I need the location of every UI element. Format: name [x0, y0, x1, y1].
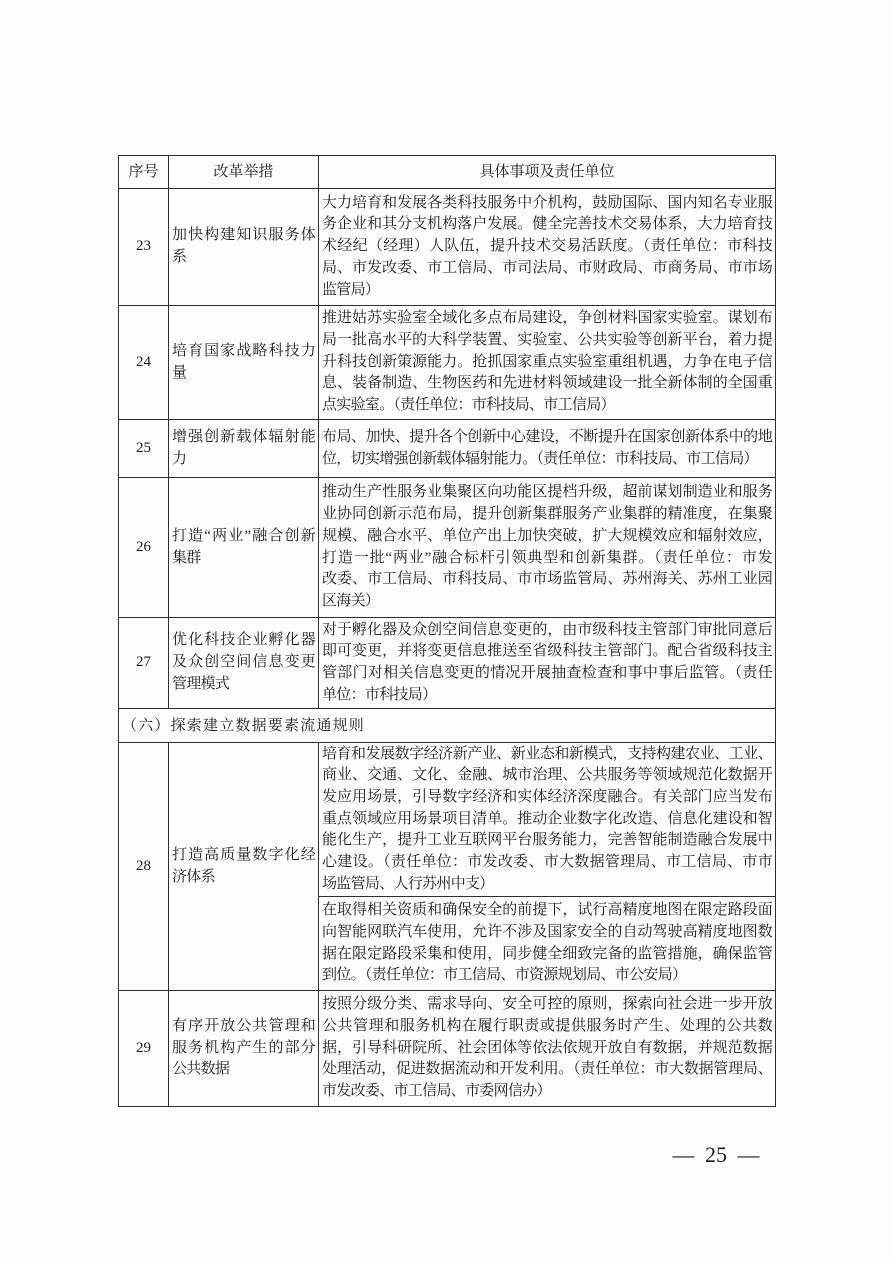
detail-line: 即可变更，并将变更信息推送至省级科技主管部门。配合省级科技主	[322, 643, 772, 660]
details-cell	[319, 420, 776, 478]
row-number: 28	[119, 743, 169, 991]
detail-line: 重点领域应用场景项目清单。推动企业数字化改造、信息化建设和智	[322, 810, 772, 827]
detail-line: 发应用场景，引导数字经济和实体经济深度融合。有关部门应当发布	[322, 788, 772, 805]
table-row	[119, 743, 776, 897]
measure-line: 公共数据	[172, 1061, 230, 1078]
table-row	[119, 306, 776, 420]
detail-line: 位，切实增强创新载体辐射能力。（责任单位：市科技局、市工信局）	[322, 450, 758, 467]
detail-line: 场监管局、人行苏州中支）	[322, 875, 494, 892]
details-cell	[319, 618, 776, 709]
reform-measure-cell	[169, 991, 319, 1107]
measure-line: 增强创新载体辐射能	[172, 428, 315, 445]
header-reform-measure: 改革举措	[169, 156, 319, 189]
table-row	[119, 618, 776, 709]
header-serial-number: 序号	[119, 156, 169, 189]
detail-line: 术经纪（经理）人队伍，提升技术交易活跃度。（责任单位：市科技	[322, 238, 772, 255]
detail-line: 升科技创新策源能力。抢抓国家重点实验室重组机遇，力争在电子信	[322, 353, 772, 370]
detail-line: 据，引导科研院所、社会团体等依法依规开放自有数据，并规范数据	[322, 1039, 772, 1056]
page-number: — 25 —	[672, 1142, 760, 1167]
detail-line: 布局、加快、提升各个创新中心建设，不断提升在国家创新体系中的地	[322, 428, 772, 445]
detail-line: 心建设。（责任单位：市发改委、市大数据管理局、市工信局、市市	[322, 854, 772, 871]
reform-measures-table	[118, 155, 776, 1107]
detail-line: 监管局）	[322, 281, 380, 298]
detail-line: 局一批高水平的大科学装置、实验室、公共实验等创新平台，着力提	[322, 331, 772, 348]
section-row	[119, 709, 776, 743]
measure-line: 力	[172, 450, 187, 467]
measure-line: 及众创空间信息变更	[172, 654, 315, 671]
measure-line: 打造高质量数字化经	[172, 846, 315, 863]
detail-line: 推动生产性服务业集聚区向功能区提档升级，超前谋划制造业和服务	[322, 484, 772, 501]
table-row	[119, 420, 776, 478]
reform-measure-cell	[169, 306, 319, 420]
detail-line: 商业、交通、文化、金融、城市治理、公共服务等领域规范化数据开	[322, 767, 772, 784]
detail-line: 点实验室。（责任单位：市科技局、市工信局）	[322, 397, 615, 414]
details-cell	[319, 743, 776, 897]
detail-line: 管部门对相关信息变更的情况开展抽查检查和事中事后监管。（责任	[322, 665, 772, 681]
row-number: 26	[119, 478, 169, 618]
measure-line: 量	[172, 364, 187, 381]
measure-line: 有序开放公共管理和	[172, 1017, 315, 1034]
detail-line: 公共管理和服务机构在履行职责或提供服务时产生、处理的公共数	[322, 1017, 772, 1034]
details-cell	[319, 478, 776, 618]
detail-line: 据在限定路段采集和使用，同步健全细致完备的监管措施，确保监管	[322, 945, 772, 962]
measure-line: 服务机构产生的部分	[172, 1039, 315, 1056]
section-title: （六）探索建立数据要素流通规则	[119, 709, 776, 743]
detail-line: 息、装备制造、生物医药和先进材料领域建设一批全新体制的全国重	[322, 375, 772, 392]
measure-line: 优化科技企业孵化器	[172, 632, 315, 649]
measure-line: 系	[172, 249, 187, 265]
detail-line: 改委、市工信局、市科技局、市市场监管局、苏州海关、苏州工业园	[322, 571, 772, 588]
reform-measure-cell	[169, 420, 319, 478]
row-number: 23	[119, 189, 169, 306]
detail-line: 向智能网联汽车使用，允许不涉及国家安全的自动驾驶高精度地图数	[322, 923, 772, 940]
detail-line: 对于孵化器及众创空间信息变更的，由市级科技主管部门审批同意后	[322, 621, 772, 638]
measure-line: 集群	[172, 549, 201, 566]
detail-line: 业协同创新示范布局，提升创新集群服务产业集群的精准度，在集聚	[322, 506, 772, 523]
detail-line: 能化生产，提升工业互联网平台服务能力，完善智能制造融合发展中	[322, 832, 772, 849]
reform-measure-cell	[169, 618, 319, 709]
table-row	[119, 991, 776, 1107]
measure-line: 管理模式	[172, 675, 230, 692]
reform-measure-cell	[169, 478, 319, 618]
measure-line: 济体系	[172, 868, 215, 885]
detail-line: 打造一批“两业”融合标杆引领典型和创新集群。（责任单位：市发	[322, 549, 772, 566]
details-cell	[319, 306, 776, 420]
detail-line: 到位。（责任单位：市工信局、市资源规划局、市公安局）	[322, 967, 687, 984]
measure-line: 培育国家战略科技力	[172, 342, 315, 359]
reform-measure-cell	[169, 743, 319, 991]
detail-line: 培育和发展数字经济新产业、新业态和新模式，支持构建农业、工业、	[322, 745, 772, 762]
details-cell	[319, 189, 776, 306]
detail-line: 处理活动，促进数据流动和开发利用。（责任单位：市大数据管理局、	[322, 1061, 772, 1078]
detail-line: 按照分级分类、需求导向、安全可控的原则，探索向社会进一步开放	[322, 996, 772, 1013]
table-row	[119, 478, 776, 618]
detail-line: 务企业和其分支机构落户发展。健全完善技术交易体系，大力培育技	[322, 216, 772, 233]
header-details-and-responsible-units: 具体事项及责任单位	[319, 156, 776, 189]
detail-line: 在取得相关资质和确保安全的前提下，试行高精度地图在限定路段面	[322, 902, 772, 919]
detail-line: 推进姑苏实验室全域化多点布局建设，争创材料国家实验室。谋划布	[322, 310, 772, 327]
reform-measure-cell	[169, 189, 319, 306]
row-number: 27	[119, 618, 169, 709]
detail-line: 局、市发改委、市工信局、市司法局、市财政局、市商务局、市市场	[322, 259, 772, 276]
measure-line: 加快构建知识服务体	[172, 227, 315, 244]
detail-line: 单位：市科技局）	[322, 686, 437, 703]
detail-line: 市发改委、市工信局、市委网信办）	[322, 1083, 551, 1100]
detail-line: 大力培育和发展各类科技服务中介机构，鼓励国际、国内知名专业服	[322, 194, 772, 211]
measure-line: 打造“两业”融合创新	[172, 527, 315, 544]
row-number: 24	[119, 306, 169, 420]
table-header-row	[119, 156, 776, 189]
row-number: 25	[119, 420, 169, 478]
row-number: 29	[119, 991, 169, 1107]
detail-line: 规模、融合水平、单位产出上加快突破，扩大规模效应和辐射效应，	[322, 527, 772, 544]
details-cell	[319, 897, 776, 991]
table-row	[119, 189, 776, 306]
details-cell	[319, 991, 776, 1107]
detail-line: 区海关）	[322, 592, 380, 609]
